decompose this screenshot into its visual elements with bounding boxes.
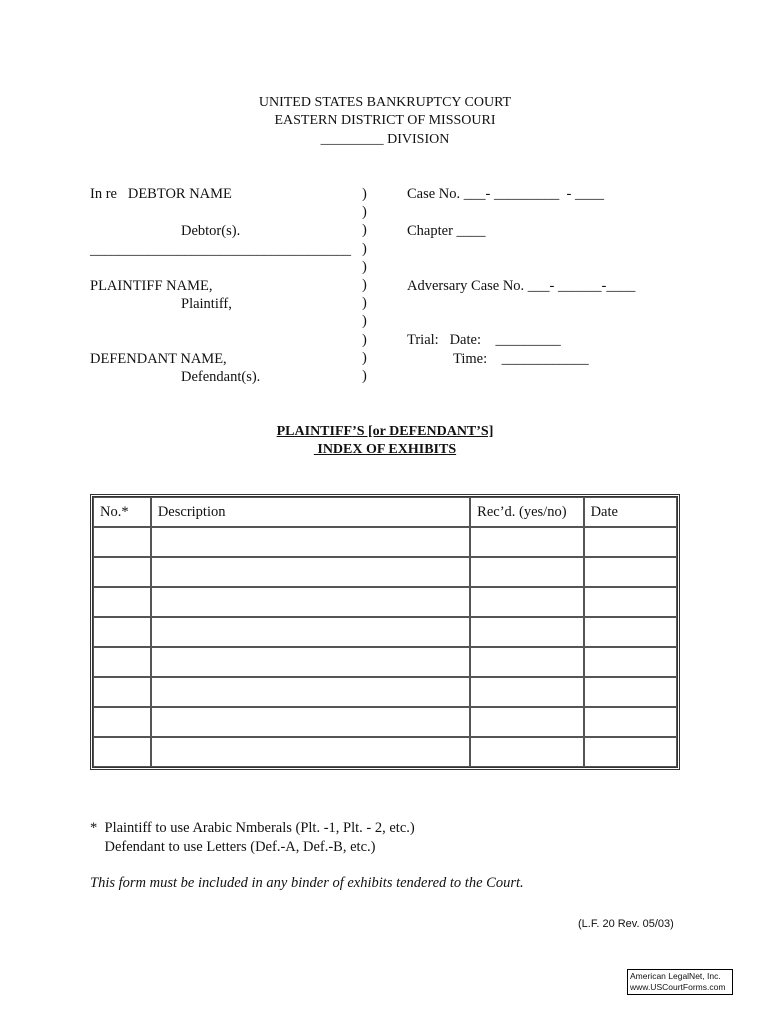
table-row	[93, 647, 677, 677]
table-row	[93, 677, 677, 707]
defendant-name: DEFENDANT NAME,	[90, 351, 227, 367]
cell-number	[93, 527, 151, 557]
adversary-case-field: Adversary Case No. ___- ______-____	[407, 278, 636, 294]
table-row	[93, 527, 677, 557]
table-header-row	[93, 497, 677, 527]
in-re-debtor: In re DEBTOR NAME	[90, 186, 232, 202]
cell-date	[584, 737, 677, 767]
cell-received	[470, 707, 583, 737]
cell-number	[93, 707, 151, 737]
cell-received	[470, 617, 583, 647]
cell-received	[470, 527, 583, 557]
cell-number	[93, 647, 151, 677]
cell-date	[584, 557, 677, 587]
court-division: _________ DIVISION	[320, 132, 450, 147]
column-header-number: No.*	[93, 497, 151, 527]
cell-description	[151, 677, 470, 707]
cell-description	[151, 647, 470, 677]
table-row	[93, 587, 677, 617]
binder-instruction: This form must be included in any binder of exhibits tendered to the Court.	[90, 875, 524, 891]
publisher-url: www.USCourtForms.com	[630, 982, 726, 992]
caption-parentheses: ) ) ) ) ) ) ) ) ) ) )	[362, 186, 367, 385]
column-header-date: Date	[584, 497, 677, 527]
cell-date	[584, 647, 677, 677]
cell-date	[584, 617, 677, 647]
cell-number	[93, 587, 151, 617]
table-row	[93, 737, 677, 767]
court-district: EASTERN DISTRICT OF MISSOURI	[274, 113, 496, 128]
cell-number	[93, 677, 151, 707]
publisher-badge	[627, 969, 733, 995]
table-row	[93, 707, 677, 737]
table-row	[93, 557, 677, 587]
caption-separator: ____________________________________	[90, 242, 351, 258]
cell-received	[470, 587, 583, 617]
defendant-label: Defendant(s).	[181, 369, 261, 385]
cell-description	[151, 707, 470, 737]
trial-date-field: Trial: Date: _________	[407, 332, 561, 348]
cell-description	[151, 527, 470, 557]
column-header-received: Rec’d. (yes/no)	[470, 497, 583, 527]
debtors-label: Debtor(s).	[181, 223, 241, 239]
cell-date	[584, 677, 677, 707]
column-header-description: Description	[151, 497, 470, 527]
cell-number	[93, 617, 151, 647]
numbering-note-defendant: Defendant to use Letters (Def.-A, Def.-B, etc.)	[90, 839, 376, 855]
form-subtitle: INDEX OF EXHIBITS	[313, 442, 457, 457]
cell-received	[470, 647, 583, 677]
form-revision: (L.F. 20 Rev. 05/03)	[578, 918, 674, 930]
table-row	[93, 617, 677, 647]
case-number-field: Case No. ___- _________ - ____	[407, 186, 604, 202]
publisher-name: American LegalNet, Inc.	[630, 971, 721, 981]
cell-description	[151, 587, 470, 617]
trial-time-field: Time: ____________	[453, 351, 589, 367]
plaintiff-label: Plaintiff,	[181, 296, 232, 312]
cell-description	[151, 557, 470, 587]
cell-number	[93, 557, 151, 587]
chapter-field: Chapter ____	[407, 223, 486, 239]
cell-description	[151, 737, 470, 767]
cell-date	[584, 527, 677, 557]
cell-number	[93, 737, 151, 767]
cell-received	[470, 557, 583, 587]
court-name: UNITED STATES BANKRUPTCY COURT	[258, 95, 512, 110]
cell-received	[470, 737, 583, 767]
cell-received	[470, 677, 583, 707]
cell-date	[584, 587, 677, 617]
plaintiff-name: PLAINTIFF NAME,	[90, 278, 213, 294]
form-title: PLAINTIFF’S [or DEFENDANT’S]	[276, 424, 494, 439]
exhibits-table	[90, 494, 680, 770]
cell-description	[151, 617, 470, 647]
cell-date	[584, 707, 677, 737]
numbering-note-plaintiff: * Plaintiff to use Arabic Nmberals (Plt. -1, Plt. - 2, etc.)	[90, 820, 415, 836]
